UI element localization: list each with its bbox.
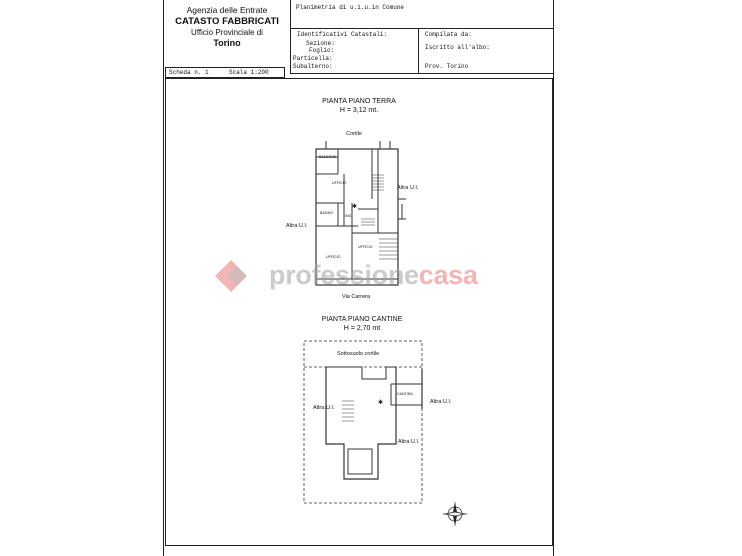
altra-ui-bottom-cantine: Altra U.I.	[398, 439, 420, 445]
catasto-title: CATASTO FABBRICATI	[175, 16, 279, 27]
room-bagno: BAGNO	[320, 211, 333, 215]
stair-marker-terra: ✱	[352, 204, 358, 210]
watermark-part2: casa	[418, 260, 478, 290]
plan-cantine-height: H = 2,70 mt	[343, 325, 381, 332]
agency-name: Agenzia delle Entrate	[186, 5, 268, 15]
scheda-box	[165, 67, 285, 78]
foglio-label: Foglio:	[309, 47, 335, 54]
identificativi-box	[290, 28, 418, 74]
floor-plans-drawing	[166, 79, 552, 545]
room-ufficio-1: UFFICIO	[332, 181, 347, 185]
city-label: Torino	[213, 38, 241, 48]
street-label: Via Carrera	[342, 294, 371, 300]
altra-ui-left-cantine: Altra U.I.	[313, 405, 335, 411]
agency-header	[164, 0, 290, 66]
ufficio-label: Ufficio Provinciale di	[191, 28, 263, 37]
room-ufficio-3: UFFICIO	[326, 255, 341, 259]
compilata-label: Compilata da:	[425, 31, 472, 38]
altra-ui-right-terra: Altra U.I.	[397, 185, 419, 191]
planimetria-box	[290, 0, 553, 29]
watermark-part1: professione	[269, 260, 419, 290]
plan-cantine-title: PIANTA PIANO CANTINE	[321, 316, 403, 323]
altra-ui-right-cantine: Altra U.I.	[430, 399, 452, 405]
plan-terra-title: PIANTA PIANO TERRA	[322, 98, 396, 105]
scheda-label: Scheda n. 1	[169, 69, 209, 76]
particella-label: Particella:	[293, 55, 333, 62]
room-balcone: BALCONE	[319, 155, 337, 159]
compilata-box	[418, 28, 553, 74]
cortile-label: Cortile	[346, 131, 362, 137]
scala-label: Scala 1:200	[229, 69, 269, 76]
planimetria-label: Planimetria di u.i.u.in Comune	[296, 4, 405, 11]
stair-marker-cantine: ✱	[378, 400, 384, 406]
iscritto-label: Iscritto all'albo:	[425, 44, 490, 51]
altra-ui-left-terra: Altra U.I.	[286, 223, 308, 229]
prov-label: Prov. Torino	[425, 63, 469, 70]
sezione-label: Sezione:	[306, 40, 335, 47]
watermark	[215, 256, 535, 296]
room-ing: ING	[345, 214, 352, 218]
plan-terra-height: H = 3,12 mt.	[339, 107, 379, 114]
room-cantina: CANTINA	[397, 392, 413, 396]
compass-rose	[443, 502, 467, 526]
room-ufficio-2: UFFICIO	[358, 245, 373, 249]
watermark-logo	[215, 260, 247, 292]
sottosuolo-label: Sottosuolo cortile	[337, 351, 380, 357]
subalterno-label: Subalterno:	[293, 63, 333, 70]
identificativi-label: Identificativi Catastali:	[297, 31, 388, 38]
cellar-floor-walls	[304, 341, 422, 503]
watermark-text	[269, 260, 478, 291]
drawing-frame	[165, 78, 553, 546]
